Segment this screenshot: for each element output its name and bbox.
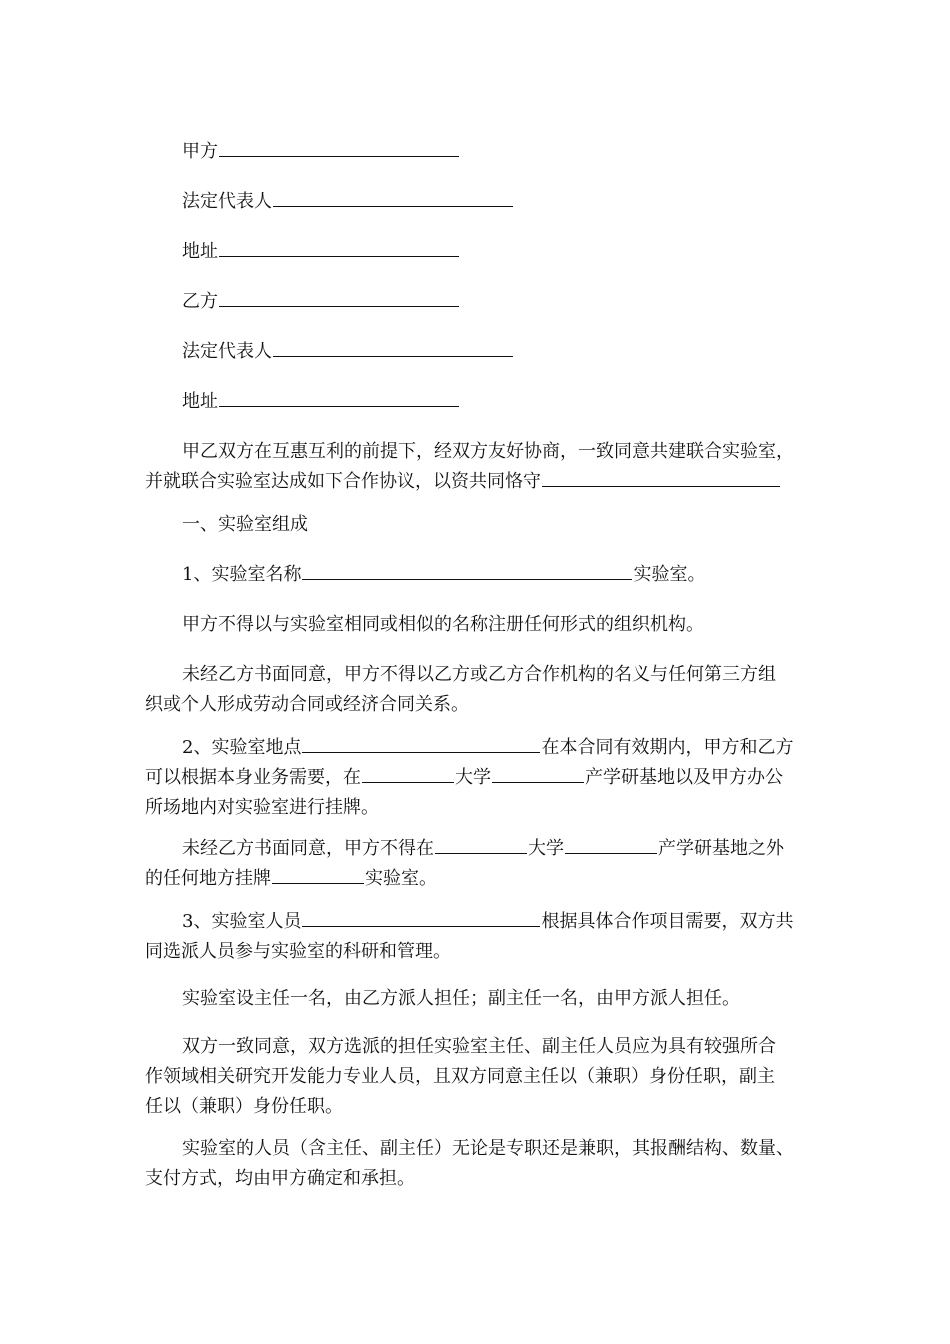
party-b-label: 乙方 (182, 291, 218, 312)
plaque-university-blank (435, 835, 527, 854)
intro-paragraph (145, 437, 807, 497)
pay-paragraph (145, 1134, 807, 1194)
pay-line-1: 实验室的人员（含主任、副主任）无论是专职还是兼职，其报酬结构、数量、 (182, 1138, 794, 1159)
consent-line-2: 织或个人形成劳动合同或经济合同关系。 (145, 694, 469, 715)
item-2-after: 在本合同有效期内，甲方和乙方 (541, 737, 794, 758)
party-b-address-blank (219, 388, 459, 407)
party-a-address-label: 地址 (182, 241, 218, 262)
item-1-paragraph (145, 560, 844, 590)
director-text: 实验室设主任一名，由乙方派人担任；副主任一名，由甲方派人担任。 (182, 988, 740, 1009)
party-b-line (145, 287, 844, 317)
agree-line-1: 双方一致同意，双方选派的担任实验室主任、副主任人员应为具有较强所合 (182, 1036, 776, 1057)
section-1-heading: 一、实验室组成 (182, 514, 308, 535)
plaque-base-blank (565, 835, 657, 854)
party-a-rep-label: 法定代表人 (182, 191, 272, 212)
item-2-label: 2、实验室地点 (182, 737, 302, 758)
plaque-paragraph (145, 834, 807, 894)
item-3-line-2: 同选派人员参与实验室的科研和管理。 (145, 941, 451, 962)
item-3-after: 根据具体合作项目需要，双方共 (541, 911, 794, 932)
name-restriction: 甲方不得以与实验室相同或相似的名称注册任何形式的组织机构。 (182, 614, 704, 635)
intro-line-1: 甲乙双方在互惠互利的前提下，经双方友好协商，一致同意共建联合实验室， (182, 441, 794, 462)
lab-location-blank (302, 734, 540, 753)
item-2-line-3: 所场地内对实验室进行挂牌。 (145, 797, 379, 818)
pay-line-2: 支付方式，均由甲方确定和承担。 (145, 1168, 415, 1189)
plaque-name-blank (272, 865, 364, 884)
party-b-rep-label: 法定代表人 (182, 341, 272, 362)
intro-line-2: 并就联合实验室达成如下合作协议，以资共同恪守 (145, 471, 541, 492)
intro-blank (542, 468, 780, 487)
item-3-paragraph (145, 907, 807, 967)
party-a-rep-blank (273, 188, 513, 207)
item-2-paragraph (145, 733, 807, 823)
consent-line-1: 未经乙方书面同意，甲方不得以乙方或乙方合作机构的名义与任何第三方组 (182, 664, 776, 685)
lab-staff-blank (302, 908, 540, 927)
item-2-line-2-b: 大学 (455, 767, 491, 788)
party-b-blank (219, 288, 459, 307)
party-a-address-line (145, 237, 844, 267)
plaque-line-1-a: 未经乙方书面同意，甲方不得在 (182, 838, 434, 859)
agree-line-2: 作领域相关研究开发能力专业人员，且双方同意主任以（兼职）身份任职，副主 (145, 1066, 775, 1087)
item-1-label: 1、实验室名称 (182, 564, 302, 585)
section-heading (145, 510, 844, 540)
base-blank (492, 764, 584, 783)
consent-paragraph (145, 660, 807, 720)
party-b-rep-line (145, 337, 844, 367)
agree-paragraph (145, 1032, 807, 1122)
party-a-blank (219, 138, 459, 157)
plaque-line-2-b: 实验室。 (365, 868, 437, 889)
plaque-line-1-c: 产学研基地之外 (658, 838, 784, 859)
party-b-rep-blank (273, 338, 513, 357)
party-a-rep-line (145, 187, 844, 217)
item-2-line-2-a: 可以根据本身业务需要，在 (145, 767, 361, 788)
director-paragraph (145, 984, 844, 1014)
item-3-label: 3、实验室人员 (182, 911, 302, 932)
party-a-line (145, 137, 844, 167)
name-restriction-paragraph (145, 610, 844, 640)
item-2-line-2-c: 产学研基地以及甲方办公 (585, 767, 783, 788)
plaque-line-1-b: 大学 (528, 838, 564, 859)
party-a-label: 甲方 (182, 141, 218, 162)
lab-name-blank (302, 561, 632, 580)
university-blank (362, 764, 454, 783)
party-b-address-label: 地址 (182, 391, 218, 412)
party-a-address-blank (219, 238, 459, 257)
party-b-address-line (145, 387, 844, 417)
item-1-suffix: 实验室。 (633, 564, 706, 585)
agree-line-3: 任以（兼职）身份任职。 (145, 1096, 343, 1117)
plaque-line-2-a: 的任何地方挂牌 (145, 868, 271, 889)
